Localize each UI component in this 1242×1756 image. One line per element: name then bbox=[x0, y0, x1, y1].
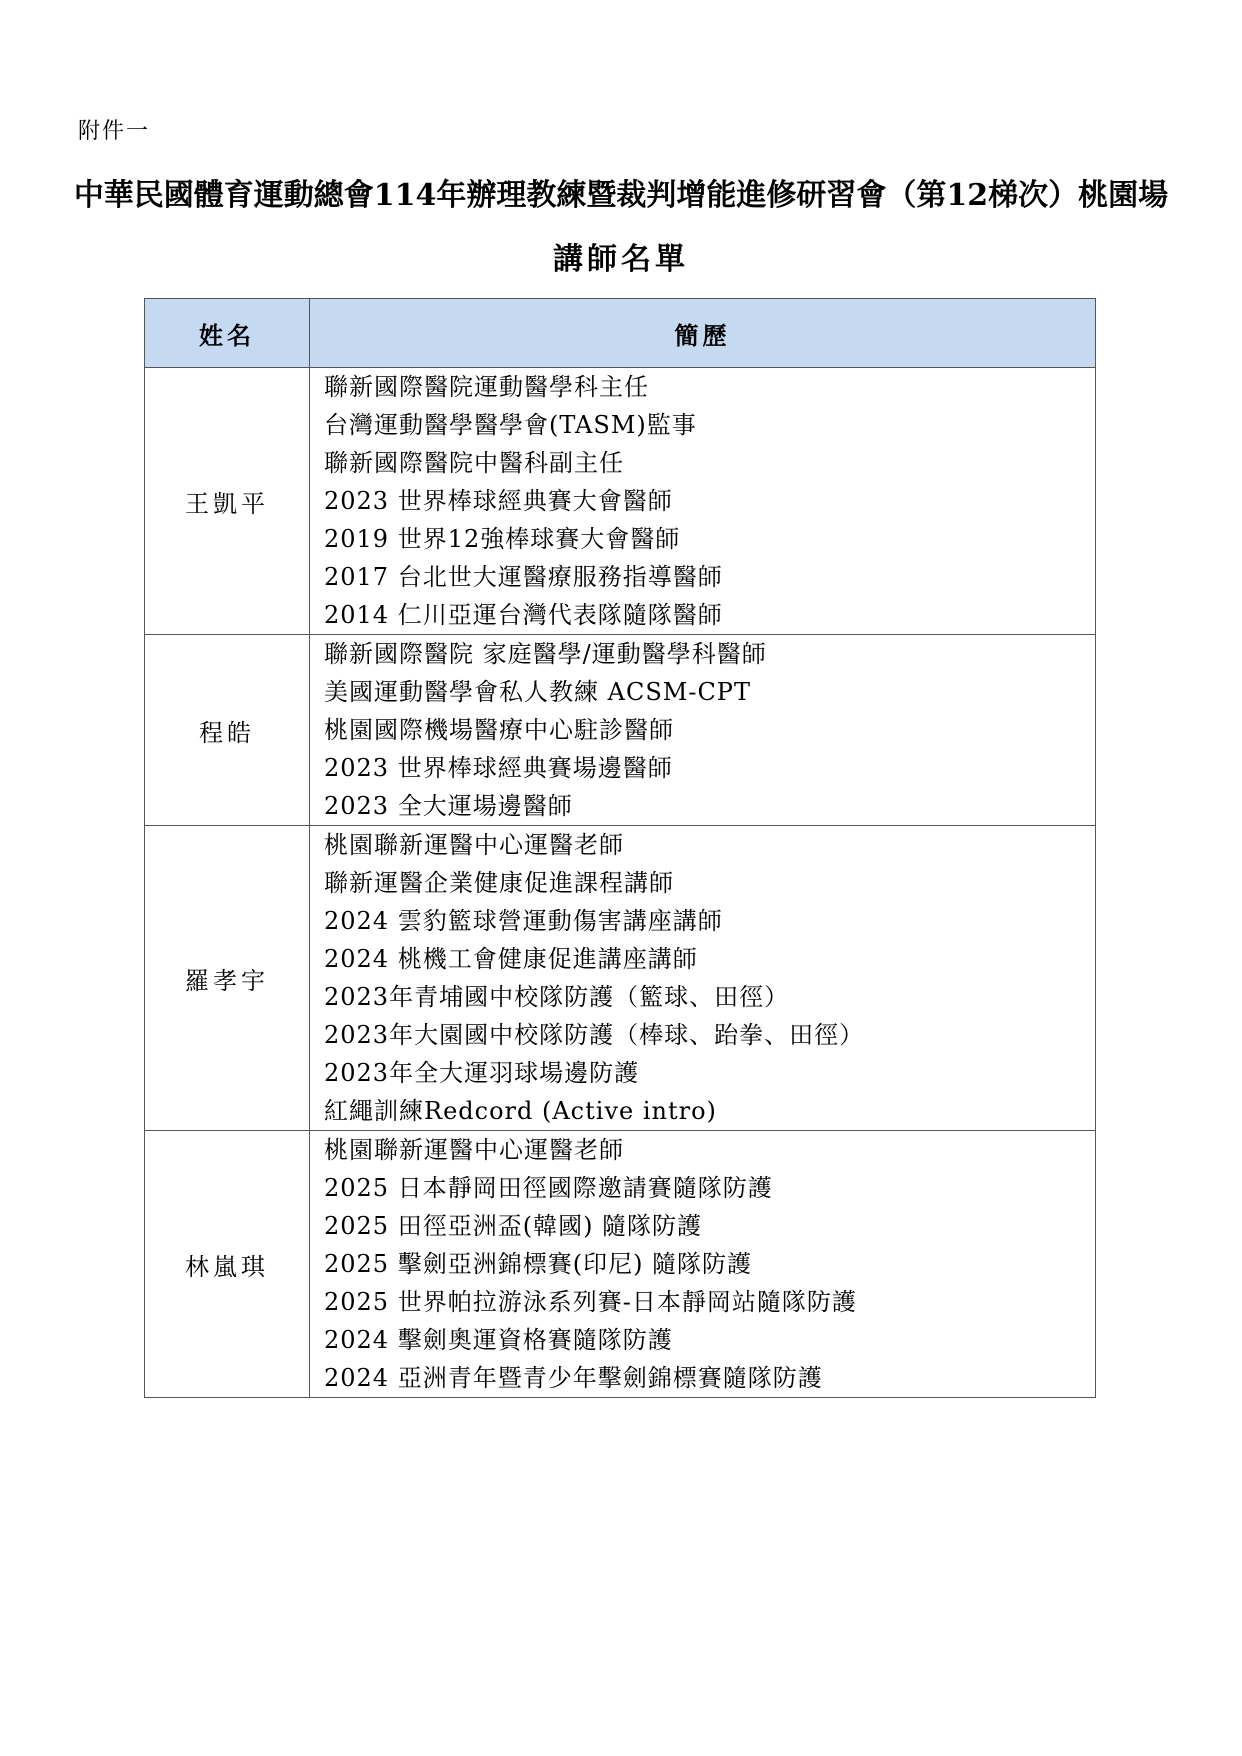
table-row bbox=[145, 368, 1096, 635]
document-title: 中華民國體育運動總會114年辦理教練暨裁判增能進修研習會（第12梯次）桃園場 bbox=[73, 178, 1169, 213]
bio-line: 台灣運動醫學醫學會(TASM)監事 bbox=[324, 411, 697, 439]
bio-line: 2023 世界棒球經典賽大會醫師 bbox=[324, 487, 673, 515]
bio-line: 2025 田徑亞洲盃(韓國) 隨隊防護 bbox=[324, 1212, 703, 1240]
table-header-row bbox=[145, 299, 1096, 368]
bio-line: 桃園聯新運醫中心運醫老師 bbox=[324, 831, 624, 859]
instructor-bio bbox=[310, 635, 1096, 826]
bio-line: 2023年青埔國中校隊防護（籃球、田徑） bbox=[324, 983, 790, 1011]
bio-line: 聯新運醫企業健康促進課程講師 bbox=[324, 869, 674, 897]
table-row bbox=[145, 1131, 1096, 1398]
bio-line: 2024 亞洲青年暨青少年擊劍錦標賽隨隊防護 bbox=[324, 1364, 823, 1392]
bio-line: 2025 世界帕拉游泳系列賽-日本靜岡站隨隊防護 bbox=[324, 1288, 857, 1316]
instructor-table bbox=[144, 298, 1096, 1398]
instructor-name: 林嵐琪 bbox=[145, 1131, 310, 1398]
bio-line: 2023年大園國中校隊防護（棒球、跆拳、田徑） bbox=[324, 1021, 865, 1049]
bio-line: 2025 擊劍亞洲錦標賽(印尼) 隨隊防護 bbox=[324, 1250, 753, 1278]
bio-line: 美國運動醫學會私人教練 ACSM-CPT bbox=[324, 678, 751, 706]
bio-line: 2014 仁川亞運台灣代表隊隨隊醫師 bbox=[324, 601, 723, 629]
column-header-bio: 簡歷 bbox=[310, 299, 1096, 368]
table-row bbox=[145, 635, 1096, 826]
instructor-name: 王凱平 bbox=[145, 368, 310, 635]
bio-line: 2024 桃機工會健康促進講座講師 bbox=[324, 945, 698, 973]
instructor-bio bbox=[310, 826, 1096, 1131]
attachment-label: 附件一 bbox=[78, 119, 151, 144]
bio-line: 2019 世界12強棒球賽大會醫師 bbox=[324, 525, 681, 553]
bio-line: 2023年全大運羽球場邊防護 bbox=[324, 1059, 640, 1087]
instructor-name: 羅孝宇 bbox=[145, 826, 310, 1131]
bio-line: 2025 日本靜岡田徑國際邀請賽隨隊防護 bbox=[324, 1174, 773, 1202]
bio-line: 2023 全大運場邊醫師 bbox=[324, 792, 573, 820]
instructor-name: 程皓 bbox=[145, 635, 310, 826]
bio-line: 聯新國際醫院運動醫學科主任 bbox=[324, 373, 649, 401]
column-header-name: 姓名 bbox=[145, 299, 310, 368]
bio-line: 桃園國際機場醫療中心駐診醫師 bbox=[324, 716, 674, 744]
instructor-bio bbox=[310, 1131, 1096, 1398]
bio-line: 聯新國際醫院 家庭醫學/運動醫學科醫師 bbox=[324, 640, 767, 668]
bio-line: 桃園聯新運醫中心運醫老師 bbox=[324, 1136, 624, 1164]
instructor-bio bbox=[310, 368, 1096, 635]
bio-line: 2024 雲豹籃球營運動傷害講座講師 bbox=[324, 907, 723, 935]
bio-line: 2017 台北世大運醫療服務指導醫師 bbox=[324, 563, 723, 591]
bio-line: 2023 世界棒球經典賽場邊醫師 bbox=[324, 754, 673, 782]
bio-line: 2024 擊劍奧運資格賽隨隊防護 bbox=[324, 1326, 673, 1354]
bio-line: 紅繩訓練Redcord (Active intro) bbox=[324, 1097, 717, 1125]
document-subtitle: 講師名單 bbox=[553, 242, 689, 277]
table-row bbox=[145, 826, 1096, 1131]
bio-line: 聯新國際醫院中醫科副主任 bbox=[324, 449, 624, 477]
